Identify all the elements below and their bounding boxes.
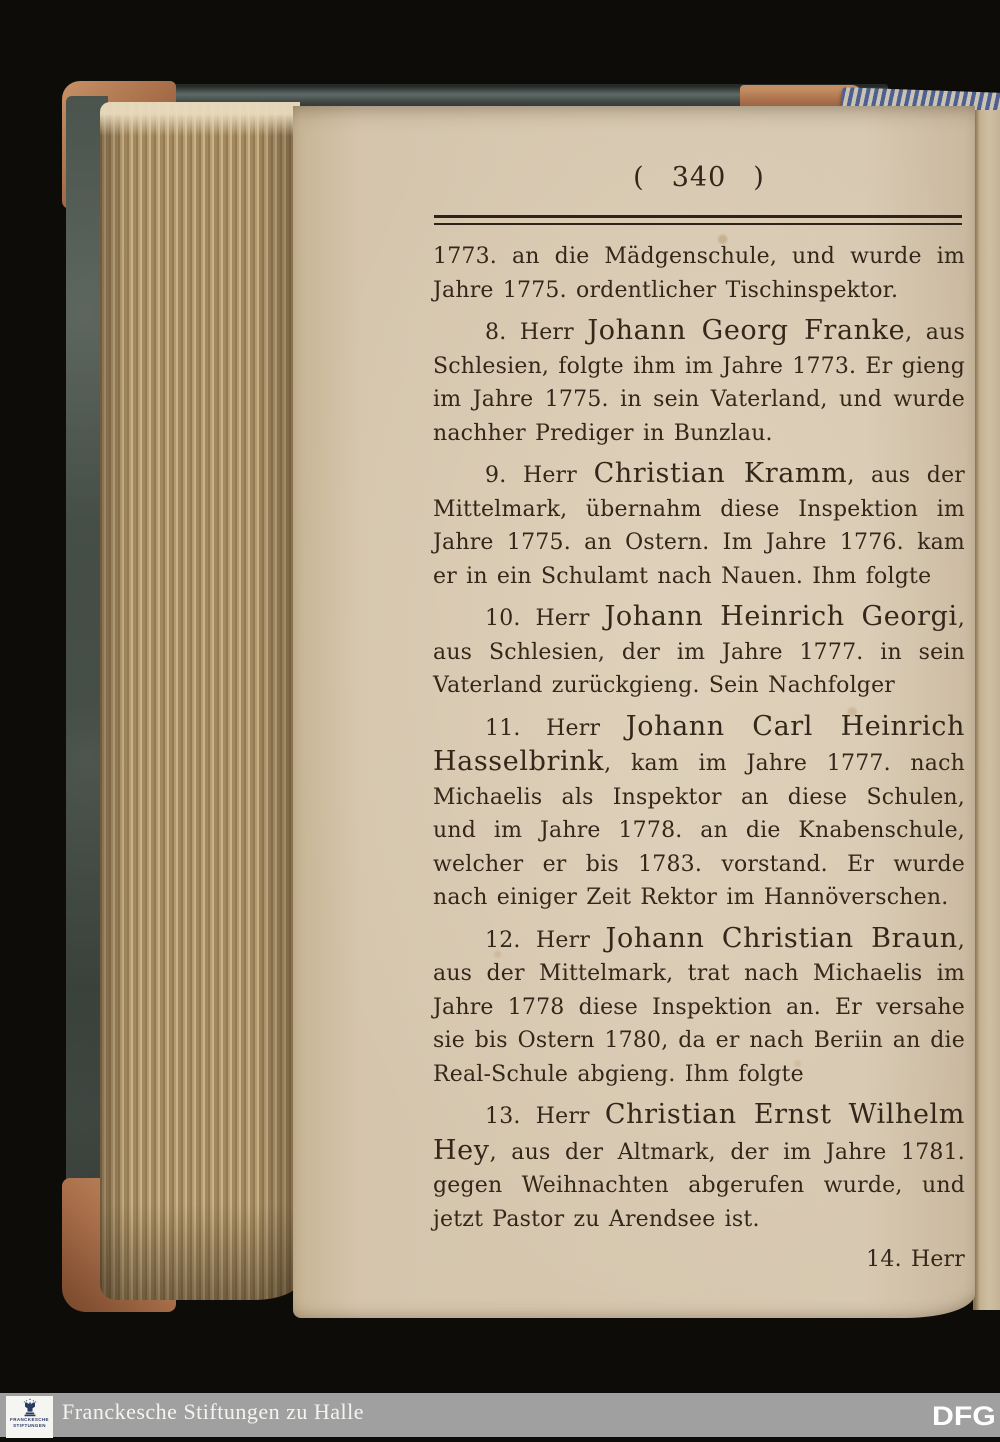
entry-name: Johann Heinrich Georgi [604, 601, 958, 632]
entry-paragraph [433, 922, 965, 1092]
entry-number: 12. [485, 927, 521, 953]
entry-paragraph [433, 1098, 965, 1236]
header-rule [434, 215, 962, 225]
entry-paragraph [433, 457, 965, 593]
entry-name: Johann Georg Franke [587, 315, 906, 346]
entry-name: Christian Ernst Wilhelm Hey [433, 1099, 965, 1166]
page-text-block [433, 240, 965, 1277]
institution-logo-line2: STIFTUNGEN [13, 1422, 46, 1428]
intro-paragraph: 1773. an die Mädgenschule, und wurde im Jahre 1775. ordentlicher Tischinspektor. [433, 244, 965, 303]
dfg-logo: DFG [932, 1401, 996, 1431]
institution-logo-line1: FRANCKESCHE [10, 1417, 49, 1422]
entry-text: , aus der Mittelmark, übernahm diese Inspektion im Jahre 1775. an Ostern. Im Jahre 1776. kam er in ein Schulamt nach Nauen. Ihm folgte [433, 463, 965, 589]
entry-text: , aus der Mittelmark, trat nach Michaelis im Jahre 1778 diese Inspektion an. Er versahe sie bis Ostern 1780, da er nach Beriin an die Real-Schule abgieng. Ihm folgte [433, 927, 965, 1087]
entry-honorific: Herr [536, 927, 591, 953]
entry-text: , kam im Jahre 1777. nach Michaelis als Inspektor an diese Schulen, und im Jahre 1778. an die Knabenschule, welcher er bis 1783. vorstand. Er wurde nach einiger Zeit Rektor im Hannöverschen. [433, 751, 965, 910]
catchword: 14. Herr [866, 1247, 965, 1272]
entry-text: , aus Schlesien, folgte ihm im Jahre 1773. Er gieng im Jahre 1775. in sein Vaterland, und wurde nachher Prediger in Bunzlau. [433, 320, 965, 446]
page-number: 340 [671, 162, 727, 193]
eagle-icon [20, 1398, 40, 1417]
paren-close: ) [753, 162, 765, 193]
entry-honorific: Herr [519, 320, 574, 345]
paren-open: ( [633, 162, 645, 193]
entry-name: Johann Carl Heinrich Hasselbrink [433, 710, 965, 777]
book-facing-page-edge [973, 110, 1000, 1310]
entry-number: 11. [485, 715, 521, 741]
scanned-page [293, 106, 975, 1318]
book-fore-edge-pages [100, 102, 300, 1300]
entry-text: , aus der Altmark, der im Jahre 1781. gegen Weihnachten abgerufen wurde, und jetzt Pastor zu Arendsee ist. [433, 1139, 965, 1232]
entry-paragraph [433, 710, 965, 915]
entry-number: 8. [485, 320, 507, 345]
entry-honorific: Herr [522, 463, 577, 488]
entry-name: Christian Kramm [593, 458, 848, 489]
entry-honorific: Herr [535, 1104, 590, 1129]
entry-name: Johann Christian Braun [605, 922, 958, 954]
entry-paragraph [433, 600, 965, 703]
entry-text: , aus Schlesien, der im Jahre 1777. in sein Vaterland zurückgieng. Sein Nachfolger [433, 606, 965, 698]
entry-number: 13. [485, 1104, 521, 1129]
page-number-header [433, 162, 965, 193]
institution-name: Franckesche Stiftungen zu Halle [62, 1399, 365, 1424]
institution-logo [6, 1396, 53, 1438]
entry-paragraph [433, 314, 965, 450]
entry-number: 9. [485, 463, 507, 488]
entry-honorific: Herr [535, 606, 590, 631]
entry-honorific: Herr [546, 715, 601, 741]
entry-number: 10. [485, 606, 521, 631]
